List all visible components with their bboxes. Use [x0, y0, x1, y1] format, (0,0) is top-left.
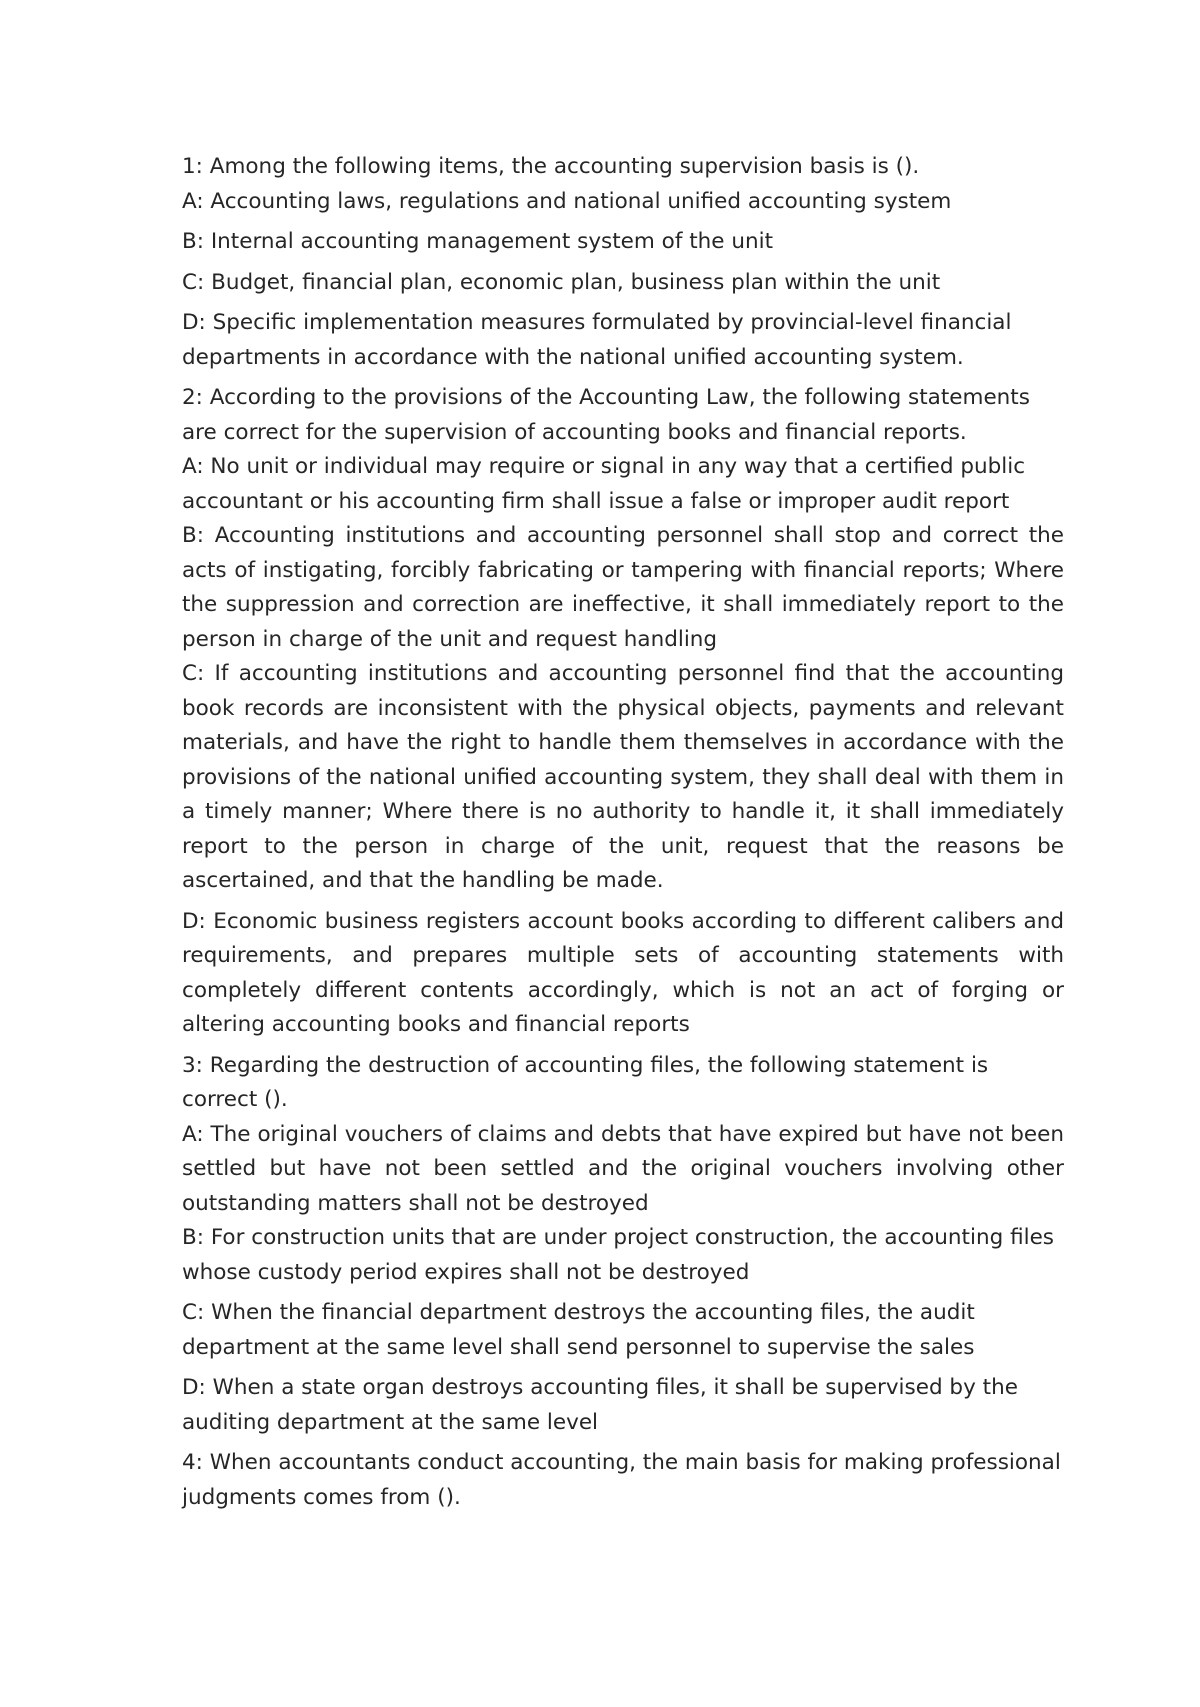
question-text: 3: Regarding the destruction of accounting files, the following statement is correct (). [182, 1052, 989, 1112]
option-b: B: Internal accounting management system of the unit [182, 229, 774, 254]
option-a: A: Accounting laws, regulations and national unified accounting system [182, 188, 952, 214]
option-d: D: Economic business registers account books according to different calibers and requirements, and prepares multiple sets of accounting statements with completely different contents accordingly, which is not an act of forging or altering accounting books and financial reports [182, 908, 1064, 1037]
document-body [182, 150, 1064, 1515]
question-text: 1: Among the following items, the accounting supervision basis is (). [182, 154, 920, 179]
question-2 [182, 381, 1064, 1043]
option-b: B: Accounting institutions and accounting personnel shall stop and correct the acts of instigating, forcibly fabricating or tampering with financial reports; Where the suppression and correction are ineffective, it shall immediately report to the person in charge of the unit and request handling [182, 523, 1064, 652]
question-1 [182, 150, 1064, 375]
option-a: A: No unit or individual may require or signal in any way that a certified public accountant or his accounting firm shall issue a false or improper audit report [182, 454, 1026, 514]
question-text: 2: According to the provisions of the Accounting Law, the following statements are correct for the supervision of accounting books and financial reports. [182, 385, 1030, 445]
option-c: C: Budget, financial plan, economic plan, business plan within the unit [182, 269, 941, 295]
option-b: B: For construction units that are under project construction, the accounting files whose custody period expires shall not be destroyed [182, 1225, 1055, 1285]
option-c: C: When the financial department destroys the accounting files, the audit department at the same level shall send personnel to supervise the sales [182, 1300, 975, 1360]
question-3 [182, 1049, 1064, 1441]
question-text: 4: When accountants conduct accounting, the main basis for making professional judgments comes from (). [182, 1450, 1061, 1510]
option-d: D: When a state organ destroys accounting files, it shall be supervised by the auditing department at the same level [182, 1375, 1018, 1435]
question-4 [182, 1446, 1064, 1515]
option-c: C: If accounting institutions and accounting personnel find that the accounting book records are inconsistent with the physical objects, payments and relevant materials, and have the right to handle them themselves in accordance with the provisions of the national unified accounting system, they shall deal with them in a timely manner; Where there is no authority to handle it, it shall immediately report to the person in charge of the unit, request that the reasons be ascertained, and that the handling be made. [182, 661, 1064, 893]
option-a: A: The original vouchers of claims and debts that have expired but have not been settled but have not been settled and the original vouchers involving other outstanding matters shall not be destroyed [182, 1121, 1064, 1216]
option-d: D: Specific implementation measures formulated by provincial-level financial departments in accordance with the national unified accounting system. [182, 310, 1012, 370]
